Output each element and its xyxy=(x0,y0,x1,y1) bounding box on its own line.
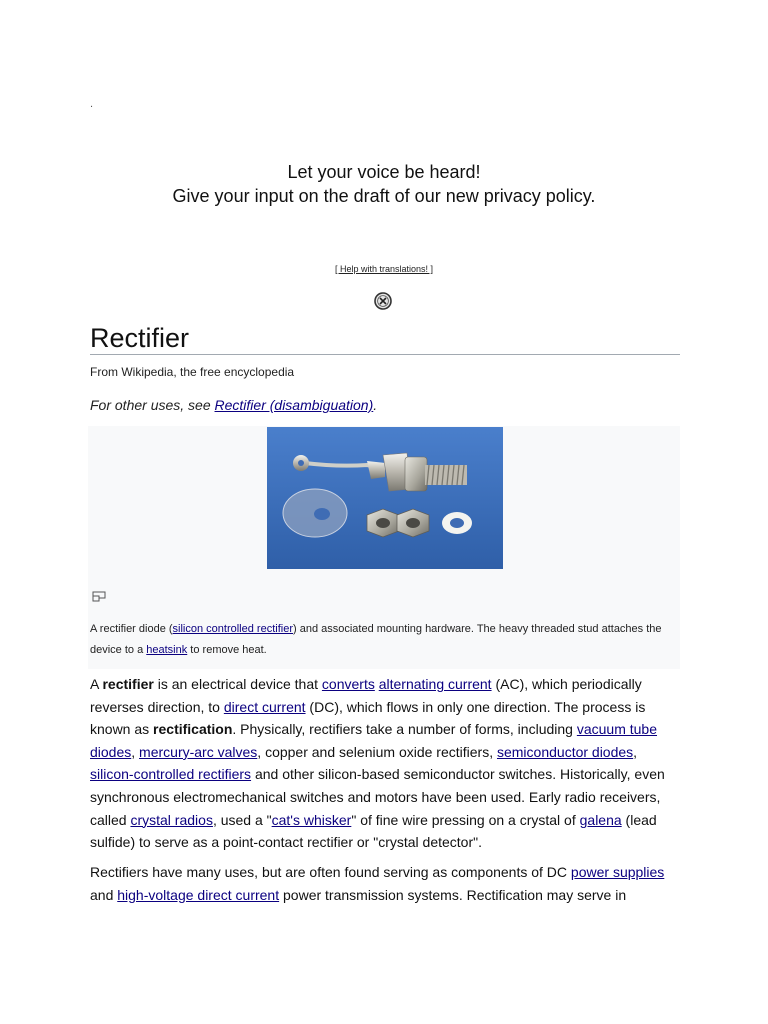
banner-message[interactable]: Give your input on the draft of our new privacy policy. xyxy=(172,186,596,206)
link-vacuum-tube[interactable]: vacuum tube xyxy=(576,721,658,738)
link-alternating-current[interactable]: alternating current xyxy=(378,676,492,692)
help-translations-link[interactable]: [ Help with translations! ] xyxy=(334,264,434,274)
page-title: Rectifier xyxy=(90,323,190,353)
link-semiconductor-diodes[interactable]: semiconductor diodes xyxy=(496,743,634,760)
link-mercury-arc-valves[interactable]: mercury-arc valves xyxy=(139,743,258,760)
stray-dot: . xyxy=(90,98,94,110)
thumbnail-figure xyxy=(88,426,680,669)
link-diodes[interactable]: diodes xyxy=(90,743,132,760)
figure-caption: A rectifier diode (silicon controlled rectifier) and associated mounting hardware. The heavy threaded stud attaches the device to a heatsink to remove heat. xyxy=(90,623,662,656)
caption-link-heatsink[interactable]: heatsink xyxy=(146,644,188,656)
link-cats-whisker[interactable]: cat's whisker xyxy=(271,811,352,828)
link-hvdc[interactable]: high-voltage direct current xyxy=(117,886,280,903)
caption-link-scr[interactable]: silicon controlled rectifier xyxy=(172,623,293,635)
link-power-supplies[interactable]: power supplies xyxy=(570,864,665,880)
link-direct-current[interactable]: direct current xyxy=(223,698,306,715)
privacy-banner xyxy=(0,160,768,208)
link-crystal-radios[interactable]: crystal radios xyxy=(130,811,213,828)
rectifier-photo[interactable] xyxy=(267,427,503,569)
circled-x-icon[interactable] xyxy=(374,292,392,310)
lead-paragraph: A rectifier is an electrical device that converts alternating current (AC), which periodically reverses direction, to direct current (DC), which flows in only one direction. The process is known as rectification. Physically, rectifiers take a number of forms, including vacuum tube diodes, mercury-arc valves, copper and selenium oxide rectifiers, semiconductor diodes, silicon-controlled rectifiers and other silicon-based semiconductor switches. Historically, even synchronous electromechanical switches and motors have been used. Early radio receivers, called crystal radios, used a "cat's whisker" of fine wire pressing on a crystal of galena (lead sulfide) to serve as a point-contact rectifier or "crystal detector". xyxy=(90,676,665,851)
second-paragraph: Rectifiers have many uses, but are often found serving as components of DC power supplies and high-voltage direct current power transmission systems. Rectification may serve in xyxy=(90,864,665,903)
term-rectification: rectification xyxy=(153,721,233,738)
site-tagline: From Wikipedia, the free encyclopedia xyxy=(90,365,295,379)
help-translations xyxy=(0,264,768,274)
magnify-icon[interactable] xyxy=(92,591,106,602)
link-silicon-controlled-rectifiers[interactable]: silicon-controlled rectifiers xyxy=(90,766,252,783)
title-divider xyxy=(90,354,680,355)
banner-headline: Let your voice be heard! xyxy=(287,162,481,182)
link-converts[interactable]: converts xyxy=(321,676,375,692)
link-galena[interactable]: galena xyxy=(579,811,622,828)
term-rectifier: rectifier xyxy=(102,676,154,692)
hatnote: For other uses, see Rectifier (disambiguation). xyxy=(90,397,378,413)
disambiguation-link[interactable]: Rectifier (disambiguation) xyxy=(214,397,374,413)
